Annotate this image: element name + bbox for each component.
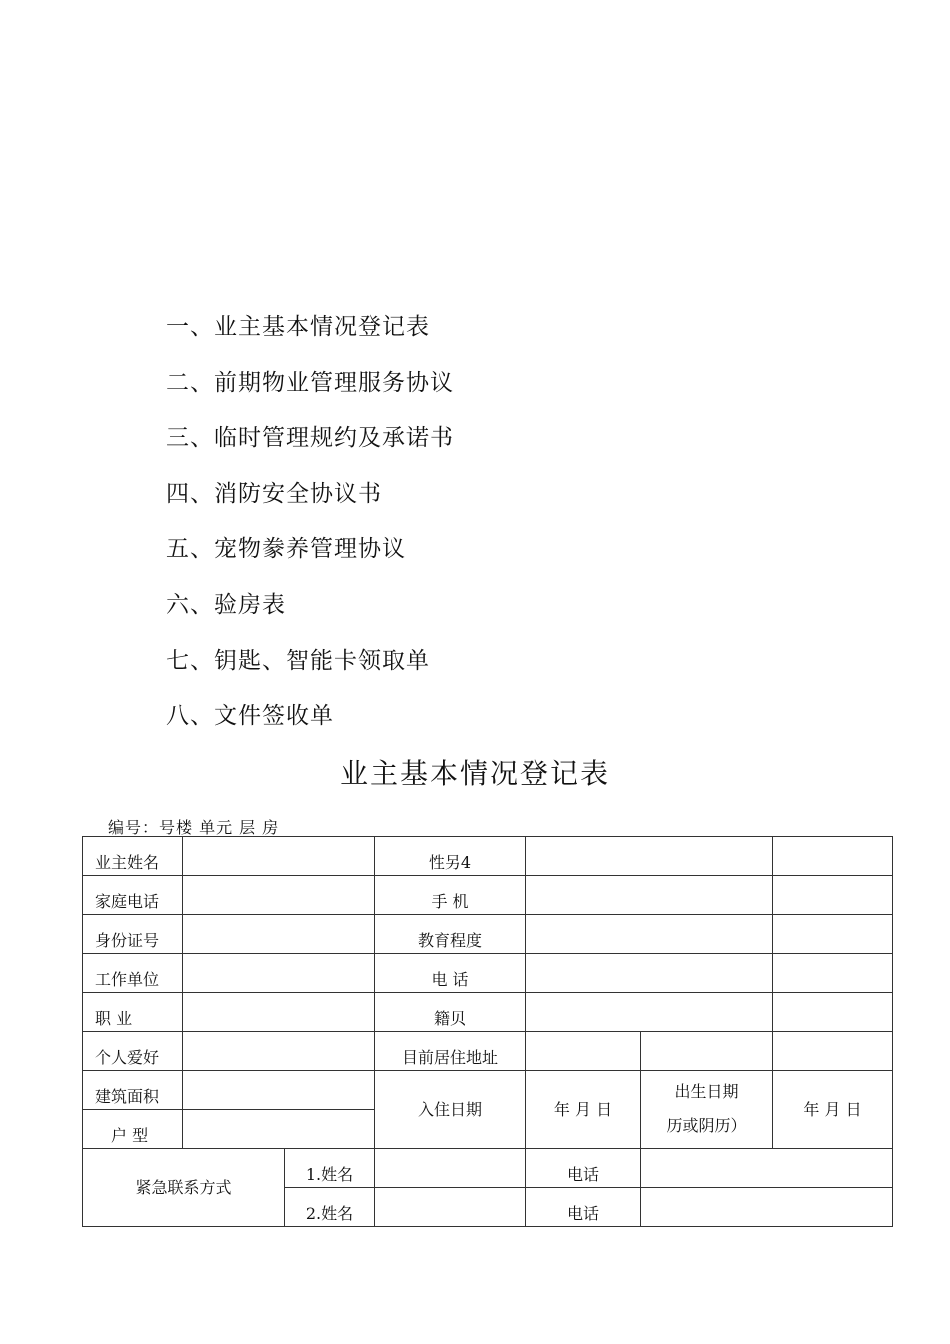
field-label: 性另4 [375,837,526,876]
hobbies-cell[interactable] [183,1032,375,1071]
contents-item: 一、业主基本情况登记表 [166,314,430,340]
table-row [83,837,893,876]
field-label: 目前居住地址 [375,1032,526,1071]
contents-item: 八、文件签收单 [166,703,334,730]
mobile-cell[interactable] [526,876,773,915]
occupation-cell[interactable] [183,993,375,1032]
blank-cell[interactable] [773,1032,893,1071]
table-row [83,954,893,993]
contents-item: 六、验房表 [166,591,286,618]
move-in-date-cell[interactable]: 年 月 日 [526,1071,641,1149]
table-row [83,993,893,1032]
blank-cell[interactable] [773,915,893,954]
contents-item: 七、钥匙、智能卡领取单 [166,647,430,674]
contact-1-name-cell[interactable] [375,1149,526,1188]
field-label: 工作单位 [83,954,183,993]
form-title: 业主基本情况登记表 [339,757,610,790]
building-area-cell[interactable] [183,1071,375,1110]
contents-item: 四、消防安全协议书 [166,480,382,507]
blank-cell[interactable] [773,954,893,993]
field-label: 手 机 [375,876,526,915]
contact-2-name-cell[interactable] [375,1188,526,1227]
field-label: 家庭电话 [83,876,183,915]
field-label: 户 型 [83,1110,183,1149]
field-label: 建筑面积 [83,1071,183,1110]
field-label: 个人爱好 [83,1032,183,1071]
field-label: 身份证号 [83,915,183,954]
work-phone-cell[interactable] [526,954,773,993]
field-label: 入住日期 [375,1071,526,1149]
table-row [83,1071,893,1110]
field-label: 教育程度 [375,915,526,954]
owner-info-table [82,836,893,1227]
table-row [83,915,893,954]
field-label: 电话 [526,1149,641,1188]
unit-type-cell[interactable] [183,1110,375,1149]
field-label: 职 业 [83,993,183,1032]
field-label: 紧急联系方式 [83,1149,285,1227]
id-number-cell[interactable] [183,915,375,954]
contents-item: 三、临时管理规约及承诺书 [166,425,454,452]
serial-number-line: 编号：号楼 单元 层 房 [108,818,280,837]
owner-registration-form [82,836,892,1223]
document-contents-list [166,308,454,753]
current-address-cell[interactable] [526,1032,641,1071]
birth-date-label [641,1071,773,1149]
employer-cell[interactable] [183,954,375,993]
current-address-cell-2[interactable] [641,1032,773,1071]
table-row [83,876,893,915]
owner-name-cell[interactable] [183,837,375,876]
field-label: 电话 [526,1188,641,1227]
gender-cell[interactable] [526,837,773,876]
field-label: 2.姓名 [285,1188,375,1227]
birth-date-cell[interactable]: 年 月 日 [773,1071,893,1149]
field-label: 业主姓名 [83,837,183,876]
education-cell[interactable] [526,915,773,954]
blank-cell[interactable] [773,876,893,915]
native-place-cell[interactable] [526,993,773,1032]
table-row [83,1032,893,1071]
photo-cell[interactable] [773,837,893,876]
field-label: 籍贝 [375,993,526,1032]
field-label: 电 话 [375,954,526,993]
field-label: 1.姓名 [285,1149,375,1188]
home-phone-cell[interactable] [183,876,375,915]
contact-2-phone-cell[interactable] [641,1188,893,1227]
birth-date-label-line: 出生日期 [674,1081,739,1101]
contents-item: 五、宠物豢养管理协议 [166,536,406,563]
contact-1-phone-cell[interactable] [641,1149,893,1188]
birth-date-label-line: 历或阴历） [666,1115,747,1135]
blank-cell[interactable] [773,993,893,1032]
contents-item: 二、前期物业管理服务协议 [166,369,454,396]
table-row [83,1149,893,1188]
